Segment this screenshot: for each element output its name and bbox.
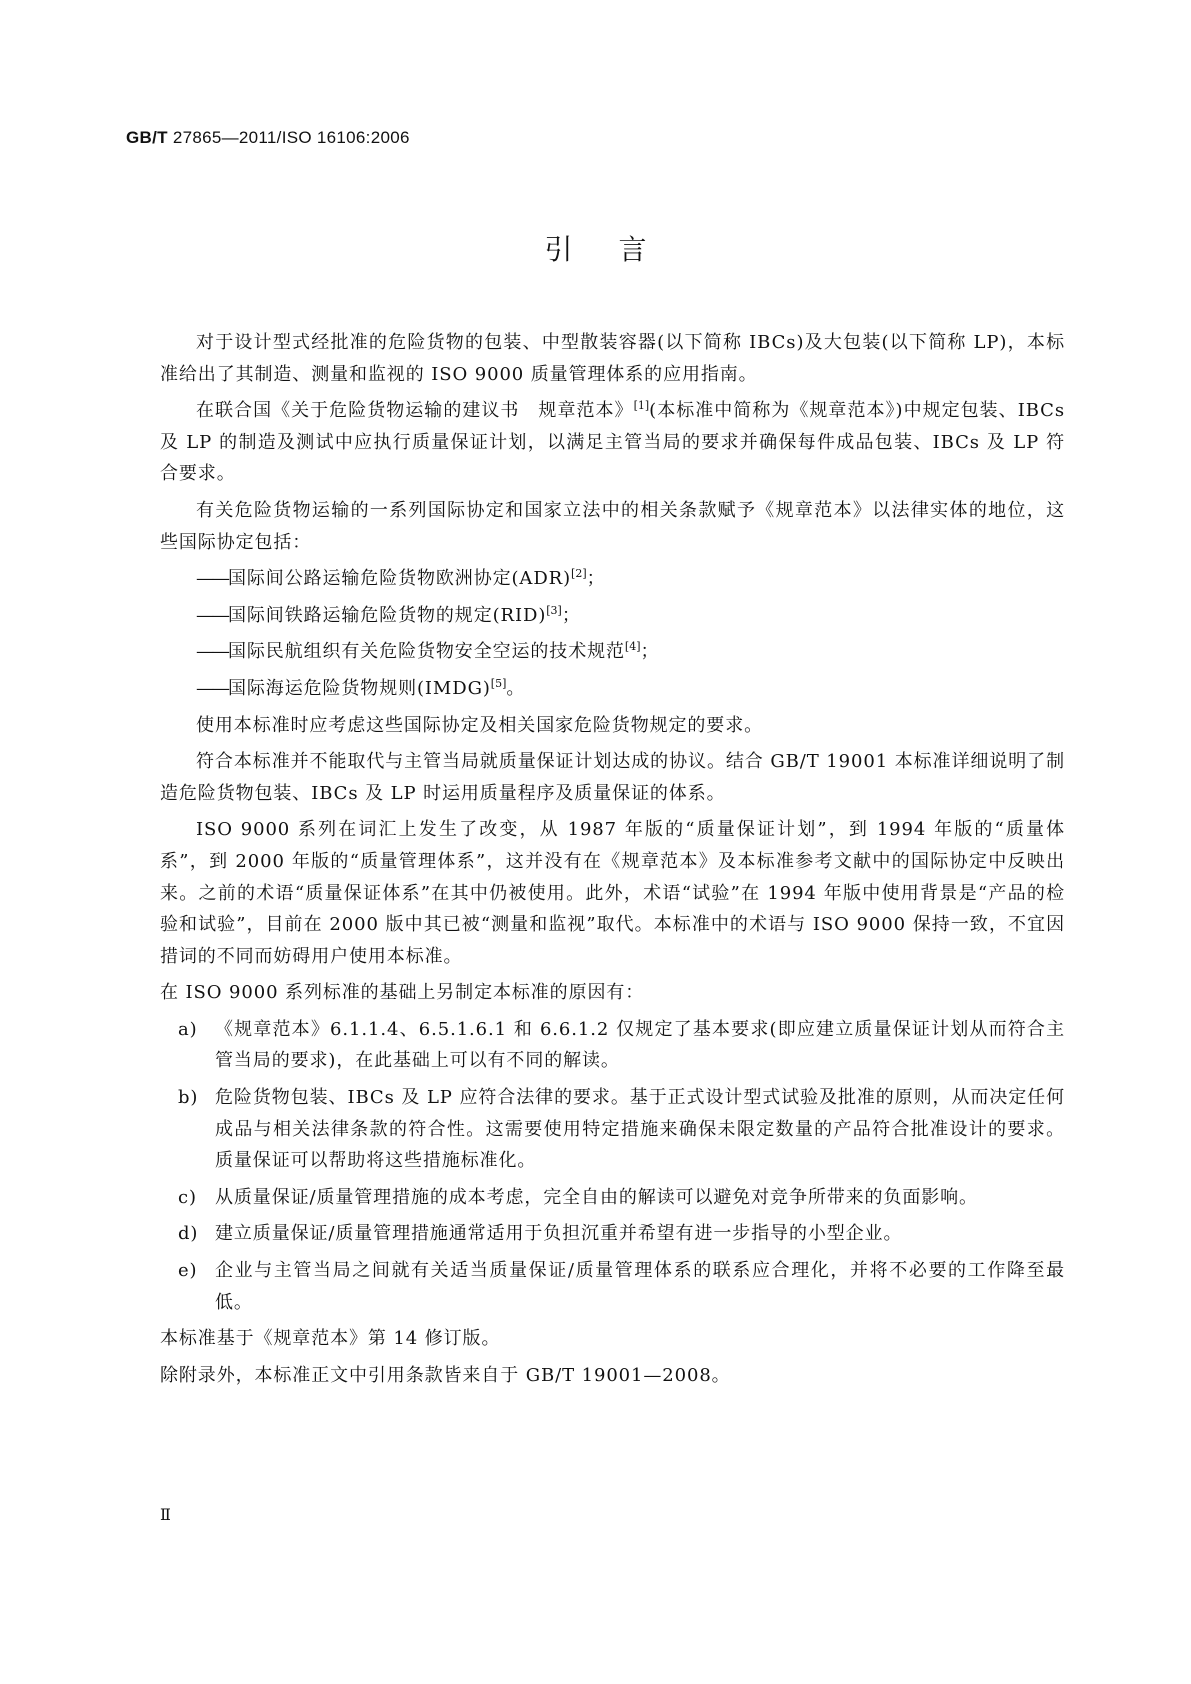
list-item-label: a) [178, 1018, 198, 1040]
reference-4[interactable]: [4] [624, 640, 641, 654]
list-item-text: 危险货物包装、IBCs 及 LP 应符合法律的要求。基于正式设计型式试验及批准的原则，从而决定任何成品与相关法律条款的符合性。这需要使用特定措施来确保未限定数量的产品符合批准设计的要求。质量保证可以帮助将这些措施标准化。 [215, 1087, 1065, 1172]
list-item-label: b) [178, 1087, 199, 1109]
dash-item-imdg [160, 673, 1065, 705]
paragraph-5: 符合本标准并不能取代与主管当局就质量保证计划达成的协议。结合 GB/T 19001 本标准详细说明了制造危险货物包装、IBCs 及 LP 时运用质量程序及质量保证的体系。 [160, 751, 1065, 804]
reference-3[interactable]: [3] [546, 603, 562, 617]
paragraph-8: 本标准基于《规章范本》第 14 修订版。 [160, 1328, 501, 1350]
dash-item-end: 。 [506, 677, 526, 699]
introduction-body [160, 327, 1065, 1396]
header-standard-prefix: GB/T [126, 128, 168, 147]
list-item-text: 从质量保证/质量管理措施的成本考虑，完全自由的解读可以避免对竞争所带来的负面影响。 [215, 1186, 978, 1208]
paragraph-2 [160, 395, 1065, 490]
dash-item-rid [160, 600, 1065, 632]
reference-2[interactable]: [2] [571, 567, 587, 581]
list-item-b [160, 1082, 1065, 1177]
dash-item-text: 国际民航组织有关危险货物安全空运的技术规范 [228, 641, 625, 663]
dash-mark: —— [196, 641, 228, 663]
dash-item-text: 国际间公路运输危险货物欧洲协定(ADR) [228, 568, 572, 590]
list-item-label: e) [178, 1260, 198, 1282]
paragraph-4: 使用本标准时应考虑这些国际协定及相关国家危险货物规定的要求。 [196, 714, 763, 736]
paragraph-3: 有关危险货物运输的一系列国际协定和国家立法中的相关条款赋予《规章范本》以法律实体的地位，这些国际协定包括： [160, 499, 1065, 553]
list-item-label: d) [178, 1223, 199, 1245]
paragraph-7: 在 ISO 9000 系列标准的基础上另制定本标准的原因有： [160, 982, 645, 1004]
dash-mark: —— [196, 568, 228, 590]
dash-item-text: 国际间铁路运输危险货物的规定(RID) [228, 604, 547, 626]
dash-item-end: ； [640, 641, 660, 663]
dash-mark: —— [196, 677, 228, 699]
section-title: 引言 [544, 233, 693, 266]
header-standard-number: 27865—2011/ISO 16106:2006 [172, 128, 410, 147]
list-item-a [160, 1014, 1065, 1077]
list-item-c [160, 1182, 1065, 1214]
list-item-d [160, 1218, 1065, 1250]
dash-item-adr [160, 563, 1065, 595]
list-item-text: 企业与主管当局之间就有关适当质量保证/质量管理体系的联系应合理化，并将不必要的工作降至最低。 [215, 1260, 1065, 1313]
dash-item-icao [160, 636, 1065, 668]
paragraph-2-part-b: (本标准中简称为《规章范本》)中规定包装、IBCs 及 LP 的制造及测试中应执行质量保证计划，以满足主管当局的要求并确保每件成品包装、IBCs 及 LP 符合要求。 [160, 400, 1065, 485]
document-header [126, 128, 410, 148]
page-number: Ⅱ [160, 1505, 171, 1524]
dash-item-text: 国际海运危险货物规则(IMDG) [228, 677, 491, 699]
dash-item-end: ； [561, 604, 581, 626]
paragraph-9: 除附录外，本标准正文中引用条款皆来自于 GB/T 19001—2008。 [160, 1364, 731, 1386]
paragraph-6: ISO 9000 系列在词汇上发生了改变，从 1987 年版的“质量保证计划”，到 1994 年版的“质量体系”，到 2000 年版的“质量管理体系”，这并没有在《规章范本》及本标准参考文献中的国际协定中反映出来。之前的术语“质量保证体系”在其中仍被使用。此外，术语“试验”在 1994 年版中使用背景是“产品的检验和试验”，目前在 2000 版中其已被“测量和监视”取代。本标准中的术语与 ISO 9000 保持一致，不宜因措词的不同而妨碍用户使用本标准。 [160, 819, 1065, 967]
list-item-text: 《规章范本》6.1.1.4、6.5.1.6.1 和 6.6.1.2 仅规定了基本要求(即应建立质量保证计划从而符合主管当局的要求)，在此基础上可以有不同的解读。 [215, 1018, 1065, 1072]
paragraph-1: 对于设计型式经批准的危险货物的包装、中型散装容器(以下简称 IBCs)及大包装(以下简称 LP)，本标准给出了其制造、测量和监视的 ISO 9000 质量管理体系的应用指南。 [160, 332, 1065, 385]
reference-5[interactable]: [5] [490, 676, 507, 690]
dash-item-end: ； [586, 568, 606, 590]
list-item-text: 建立质量保证/质量管理措施通常适用于负担沉重并希望有进一步指导的小型企业。 [215, 1223, 903, 1245]
dash-mark: —— [196, 604, 228, 626]
reference-1[interactable]: [1] [633, 399, 650, 413]
paragraph-2-part-a: 在联合国《关于危险货物运输的建议书 规章范本》 [196, 400, 634, 422]
list-item-e [160, 1255, 1065, 1318]
list-item-label: c) [178, 1186, 197, 1208]
